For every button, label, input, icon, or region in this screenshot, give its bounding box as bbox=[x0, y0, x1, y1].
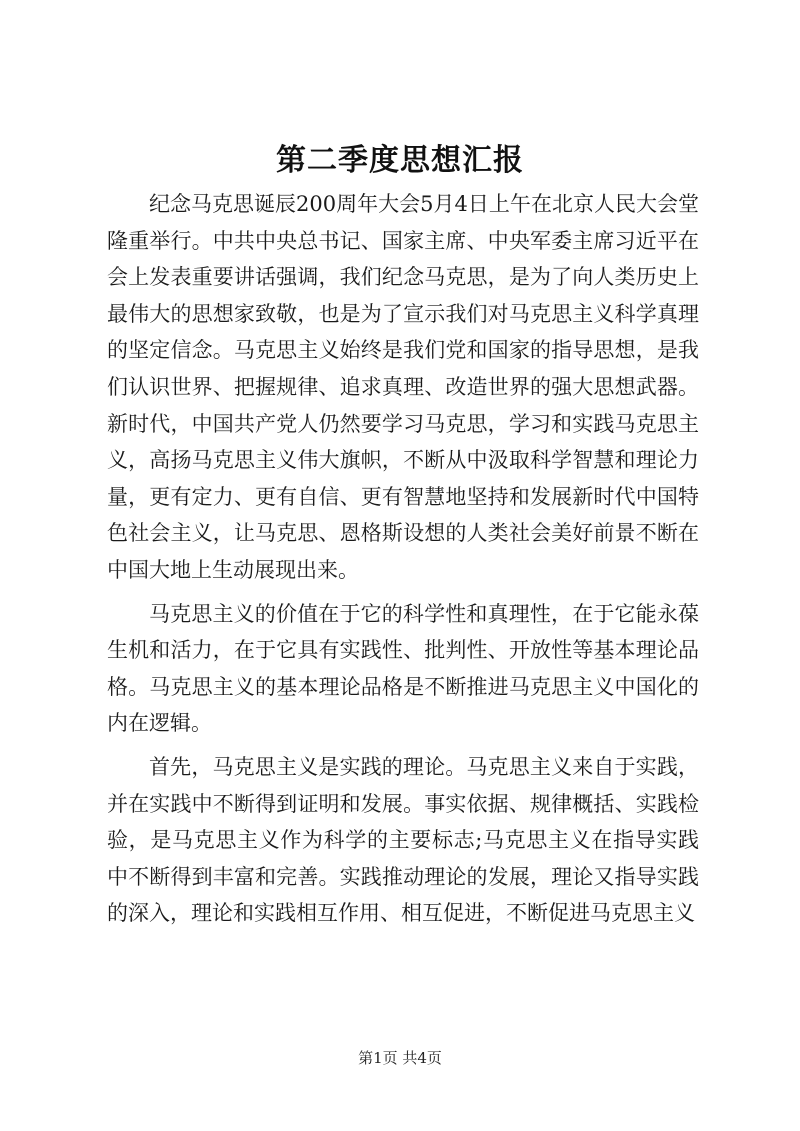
paragraph-3: 首先，马克思主义是实践的理论。马克思主义来自于实践，并在实践中不断得到证明和发展。事实依据、规律概括、实践检验，是马克思主义作为科学的主要标志;马克思主义在指导实践中不断得到丰富和完善。实践推动理论的发展，理论又指导实践的深入，理论和实践相互作用、相互促进，不断促进马克思主义 bbox=[107, 754, 699, 926]
paragraph-2: 马克思主义的价值在于它的科学性和真理性，在于它能永葆生机和活力，在于它具有实践性、批判性、开放性等基本理论品格。马克思主义的基本理论品格是不断推进马克思主义中国化的内在逻辑。 bbox=[107, 601, 699, 736]
paragraph-1: 纪念马克思诞辰200周年大会5月4日上午在北京人民大会堂隆重举行。中共中央总书记、国家主席、中央军委主席习近平在会上发表重要讲话强调，我们纪念马克思，是为了向人类历史上最伟大的思想家致敬，也是为了宣示我们对马克思主义科学真理的坚定信念。马克思主义始终是我们党和国家的指导思想，是我们认识世界、把握规律、追求真理、改造世界的强大思想武器。新时代，中国共产党人仍然要学习马克思，学习和实践马克思主义，高扬马克思主义伟大旗帜，不断从中汲取科学智慧和理论力量，更有定力、更有自信、更有智慧地坚持和发展新时代中国特色社会主义，让马克思、恩格斯设想的人类社会美好前景不断在中国大地上生动展现出来。 bbox=[107, 192, 699, 582]
page-footer: 第1页 共4页 bbox=[358, 1049, 442, 1067]
document-title: 第二季度思想汇报 bbox=[276, 143, 524, 178]
document-body bbox=[107, 186, 699, 939]
